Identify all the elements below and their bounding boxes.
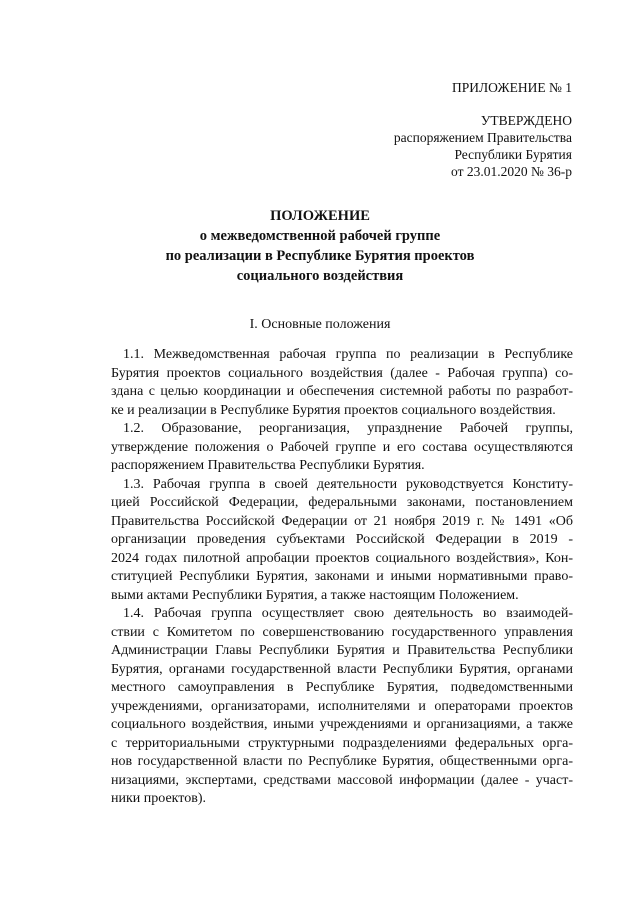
paragraph-line: организации проведения субъектами Российской Федерации в 2019 -: [111, 532, 573, 547]
appendix-label: ПРИЛОЖЕНИЕ № 1: [451, 80, 572, 95]
paragraph-line: утверждение положения о Рабочей группе и его состава осуществляются: [111, 439, 573, 455]
document-subtitle-line1: о межведомственной рабочей группе: [199, 228, 441, 244]
paragraph-line: с территориальными структурными подразделениями федеральных орга-: [111, 735, 573, 751]
paragraph: [111, 346, 573, 420]
document-body: [111, 346, 573, 809]
paragraph-line: Администрации Главы Республики Бурятия и Правительства Республики: [111, 643, 573, 658]
paragraph-line: ствии с Комитетом по совершенствованию государственного управления: [111, 624, 573, 640]
paragraph-line: выми актами Республики Бурятия, а также настоящим Положением.: [111, 587, 519, 603]
paragraph-line: местного самоуправления в Республике Бурятия, подведомственными: [111, 680, 573, 695]
paragraph-line: 1.4. Рабочая группа осуществляет свою деятельность во взаимодей-: [123, 606, 573, 621]
paragraph-line: 1.1. Межведомственная рабочая группа по реализации в Республике: [123, 347, 573, 362]
paragraph-line: цией Российской Федерации, федеральными законами, постановлением: [111, 495, 573, 510]
paragraph-line: учреждениями, организаторами, исполнителями и операторами проектов: [111, 698, 573, 714]
paragraph-line: 2024 годах пилотной апробации проектов социального воздействия», Кон-: [111, 550, 573, 566]
paragraph-line: низациями, экспертами, средствами массовой информации (далее - участ-: [111, 772, 573, 788]
document-subtitle-line3: социального воздействия: [236, 268, 404, 284]
paragraph-line: нов государственной власти по Республике Бурятия, общественными орга-: [111, 754, 573, 769]
paragraph: [111, 605, 573, 809]
paragraph-line: 1.2. Образование, реорганизация, упразднение Рабочей группы,: [123, 421, 573, 436]
paragraph-line: распоряжением Правительства Республики Бурятия.: [111, 458, 425, 473]
paragraph-line: ники проектов).: [111, 791, 206, 806]
document-subtitle-line2: по реализации в Республике Бурятия проектов: [165, 248, 475, 264]
approved-label: УТВЕРЖДЕНО: [480, 113, 572, 128]
paragraph-line: Бурятия, органами государственной власти Республики Бурятия, органами: [111, 661, 573, 677]
paragraph-line: Правительства Российской Федерации от 21 ноября 2019 г. № 1491 «Об: [111, 513, 573, 529]
section-heading: I. Основные положения: [249, 317, 391, 332]
paragraph-line: Бурятия проектов социального воздействия (далее - Рабочая группа) со-: [111, 365, 573, 381]
approved-date: от 23.01.2020 № 36-р: [451, 164, 572, 179]
paragraph: [111, 420, 573, 476]
approved-by-line2: Республики Бурятия: [454, 147, 572, 162]
document-title: ПОЛОЖЕНИЕ: [270, 208, 370, 224]
paragraph: [111, 476, 573, 606]
paragraph-line: здана с целью координации и обеспечения системной работы по разработ-: [111, 384, 573, 399]
paragraph-line: 1.3. Рабочая группа в своей деятельности руководствуется Конститу-: [123, 476, 573, 492]
paragraph-line: ституцией Республики Бурятия, законами и иными нормативными право-: [111, 569, 573, 584]
paragraph-line: ке и реализации в Республике Бурятия проектов социального воздействия.: [111, 402, 556, 418]
approved-by-line1: распоряжением Правительства: [393, 130, 572, 145]
paragraph-line: социального воздействия, иными учреждениями и организациями, а также: [111, 717, 573, 732]
